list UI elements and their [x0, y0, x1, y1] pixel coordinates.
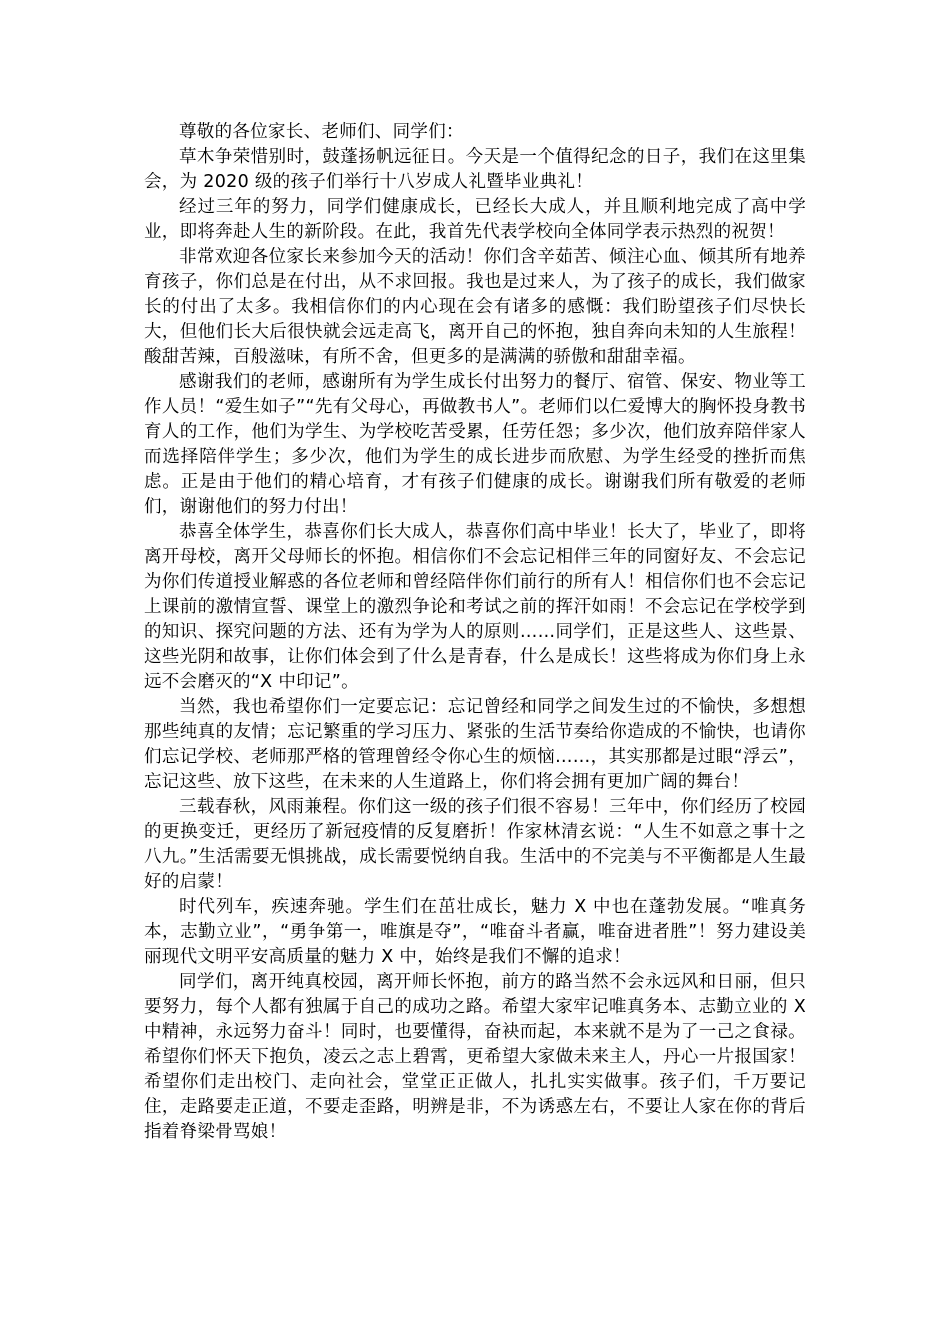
paragraph: 恭喜全体学生，恭喜你们长大成人，恭喜你们高中毕业！长大了，毕业了，即将离开母校，离开父母师长的怀抱。相信你们不会忘记相伴三年的同窗好友、不会忘记为你们传道授业解惑的各位老师和曾经陪伴你们前行的所有人！相信你们也不会忘记上课前的激情宣誓、课堂上的激烈争论和考试之前的挥汗如雨！不会忘记在学校学到的知识、探究问题的方法、还有为学为人的原则……同学们，正是这些人、这些景、这些光阴和故事，让你们体会到了什么是青春，什么是成长！这些将成为你们身上永远不会磨灭的“X 中印记”。 [144, 522, 806, 692]
paragraph: 三载春秋，风雨兼程。你们这一级的孩子们很不容易！三年中，你们经历了校园的更换变迁，更经历了新冠疫情的反复磨折！作家林清玄说：“人生不如意之事十之八九。”生活需要无惧挑战，成长需要悦纳自我。生活中的不完美与不平衡都是人生最好的启蒙！ [144, 797, 806, 892]
paragraph: 经过三年的努力，同学们健康成长，已经长大成人，并且顺利地完成了高中学业，即将奔赴人生的新阶段。在此，我首先代表学校向全体同学表示热烈的祝贺！ [144, 197, 806, 242]
salutation: 尊敬的各位家长、老师们、同学们： [179, 122, 464, 142]
paragraph: 草木争荣惜别时，鼓蓬扬帆远征日。今天是一个值得纪念的日子，我们在这里集会，为 2020 级的孩子们举行十八岁成人礼暨毕业典礼！ [144, 147, 806, 192]
paragraph: 感谢我们的老师，感谢所有为学生成长付出努力的餐厅、宿管、保安、物业等工作人员！“爱生如子”“先有父母心，再做教书人”。老师们以仁爱博大的胸怀投身教书育人的工作，他们为学生、为学校吃苦受累，任劳任怨；多少次，他们放弃陪伴家人而选择陪伴学生；多少次，他们为学生的成长进步而欣慰、为学生经受的挫折而焦虑。正是由于他们的精心培育，才有孩子们健康的成长。谢谢我们所有敬爱的老师们，谢谢他们的努力付出！ [144, 372, 806, 517]
paragraph: 时代列车，疾速奔驰。学生们在茁壮成长，魅力 X 中也在蓬勃发展。“唯真务本，志勤立业”，“勇争第一，唯旗是夺”，“唯奋斗者赢，唯奋进者胜”！努力建设美丽现代文明平安高质量的魅力 X 中，始终是我们不懈的追求！ [144, 897, 806, 967]
speech-document [144, 120, 806, 1145]
paragraph: 非常欢迎各位家长来参加今天的活动！你们含辛茹苦、倾注心血、倾其所有地养育孩子，你们总是在付出，从不求回报。我也是过来人，为了孩子的成长，我们做家长的付出了太多。我相信你们的内心现在会有诸多的感慨：我们盼望孩子们尽快长大，但他们长大后很快就会远走高飞，离开自己的怀抱，独自奔向未知的人生旅程！酸甜苦辣，百般滋味，有所不舍，但更多的是满满的骄傲和甜甜幸福。 [144, 247, 806, 367]
paragraph: 同学们，离开纯真校园，离开师长怀抱，前方的路当然不会永远风和日丽，但只要努力，每个人都有独属于自己的成功之路。希望大家牢记唯真务本、志勤立业的 X 中精神，永远努力奋斗！同时，也要懂得，奋袂而起，本来就不是为了一己之食禄。希望你们怀天下抱负，凌云之志上碧霄，更希望大家做未来主人，丹心一片报国家！希望你们走出校门、走向社会，堂堂正正做人，扎扎实实做事。孩子们，千万要记住，走路要走正道，不要走歪路，明辨是非，不为诱惑左右，不要让人家在你的背后指着脊梁骨骂娘！ [144, 972, 806, 1142]
paragraph: 当然，我也希望你们一定要忘记：忘记曾经和同学之间发生过的不愉快，多想想那些纯真的友情；忘记繁重的学习压力、紧张的生活节奏给你造成的不愉快，也请你们忘记学校、老师那严格的管理曾经令你心生的烦恼……，其实那都是过眼“浮云”，忘记这些、放下这些，在未来的人生道路上，你们将会拥有更加广阔的舞台！ [144, 697, 806, 792]
